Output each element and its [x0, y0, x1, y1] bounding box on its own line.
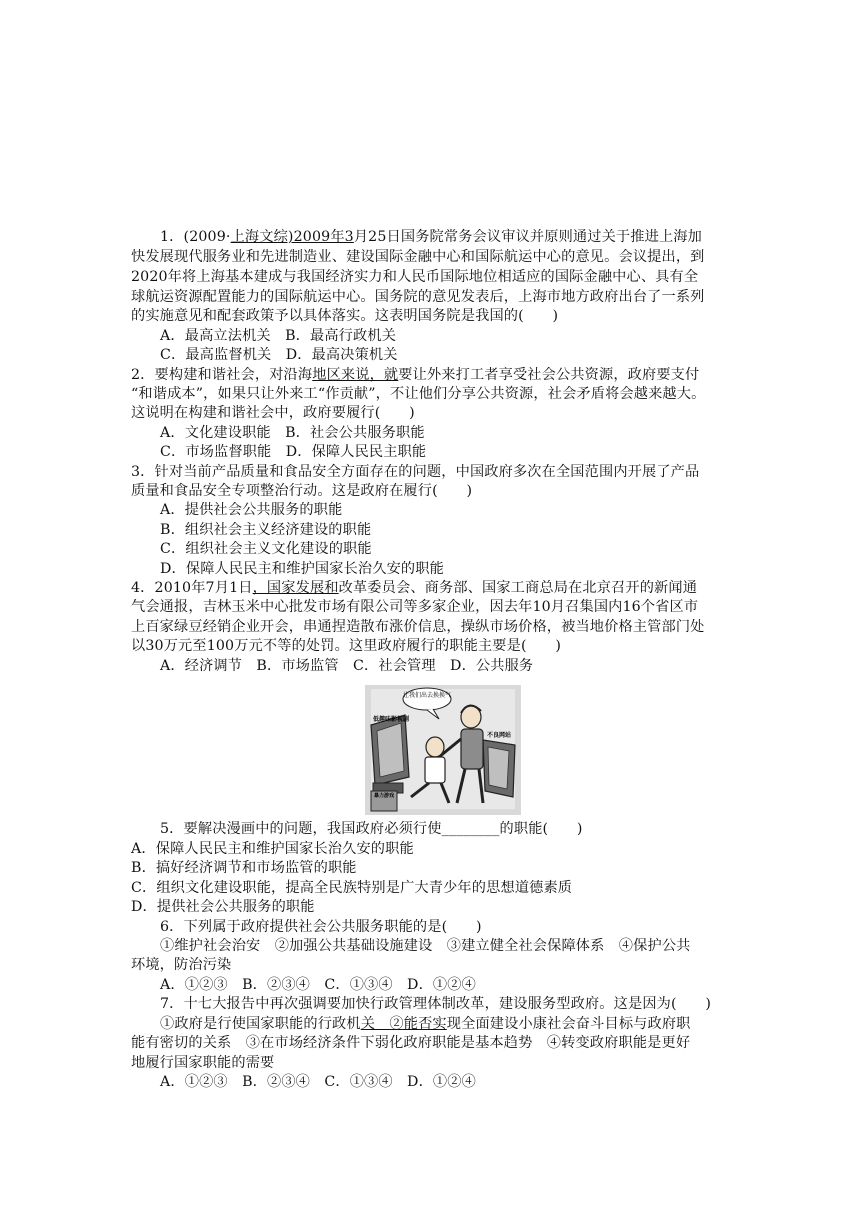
q1-line-2: 快发展现代服务业和先进制造业、建设国际金融中心和国际航运中心的意见。会议提出，到 — [131, 249, 705, 265]
q4-line-4: 以30万元至100万元不等的处罚。这里政府履行的职能主要是( ) — [131, 638, 562, 654]
q3-option-b: B．组织社会主义经济建设的职能 — [160, 522, 372, 538]
q2-options-2: C．市场监督职能 D．保障人民民主职能 — [160, 444, 427, 460]
q3-option-d: D．保障人民民主和维护国家长治久安的职能 — [160, 561, 444, 577]
q3-line-2: 质量和食品安全专项整治行动。这是政府在履行( ) — [131, 483, 473, 499]
q4-line-2: 气会通报，吉林玉米中心批发市场有限公司等多家企业，因去年10月召集国内16个省区市 — [131, 599, 699, 615]
q2-line-2: “和谐成本”，如果只让外来工“作贡献”，不让他们分享公共资源，社会矛盾将会越来越大。 — [131, 386, 706, 402]
q7-options: A．①②③ B．②③④ C．①③④ D．①②④ — [160, 1074, 476, 1090]
comic-label-right: 不良网站 — [486, 732, 512, 739]
q4-line-1: 4．2010年7月1日，国家发展和改革委员会、商务部、国家工商总局在北京召开的新闻通 — [131, 580, 698, 596]
q1-options-2: C．最高监督机关 D．最高决策机关 — [160, 347, 398, 363]
q1-line-3: 2020年将上海基本建成与我国经济实力和人民币国际地位相适应的国际金融中心、具有全 — [131, 269, 699, 285]
comic-label-left: 低趣味影视剧 — [372, 716, 410, 723]
q7-line-3: 能有密切的关系 ③在市场经济条件下弱化政府职能是基本趋势 ④转变政府职能是更好 — [131, 1035, 691, 1051]
comic-illustration — [365, 685, 521, 815]
comic-label-bottom: 暴力游戏 — [373, 793, 395, 799]
q5-option-b: B．搞好经济调节和市场监管的职能 — [131, 860, 357, 876]
q2-line-3: 这说明在构建和谐社会中，政府要履行( ) — [131, 405, 415, 421]
q6-line-1: 6．下列属于政府提供社会公共服务职能的是( ) — [160, 919, 482, 935]
q5-option-d: D．提供社会公共服务的职能 — [131, 899, 315, 915]
q1-options-1: A．最高立法机关 B．最高行政机关 — [160, 328, 397, 344]
q3-option-a: A．提供社会公共服务的职能 — [160, 502, 343, 518]
q3-option-c: C．组织社会主义文化建设的职能 — [160, 541, 372, 557]
q6-line-3: 环境，防治污染 — [131, 957, 232, 973]
q3-line-1: 3．针对当前产品质量和食品安全方面存在的问题，中国政府多次在全国范围内开展了产品 — [131, 464, 700, 480]
q5-option-c: C．组织文化建设职能，提高全民族特别是广大青少年的思想道德素质 — [131, 880, 573, 896]
comic-bubble-text: 让我们出去换换气 — [402, 692, 452, 699]
q1-line-5: 的实施意见和配套政策予以具体落实。这表明国务院是我国的( ) — [131, 308, 559, 324]
q5-option-a: A．保障人民民主和维护国家长治久安的职能 — [131, 841, 414, 857]
q4-options: A．经济调节 B．市场监管 C．社会管理 D．公共服务 — [160, 658, 534, 674]
q7-line-4: 地履行国家职能的需要 — [131, 1055, 275, 1071]
q6-options: A．①②③ B．②③④ C．①③④ D．①②④ — [160, 977, 476, 993]
q6-line-2: ①维护社会治安 ②加强公共基础设施建设 ③建立健全社会保障体系 ④保护公共 — [160, 938, 691, 954]
q5-line-1: 5．要解决漫画中的问题，我国政府必须行使________的职能( ) — [160, 821, 583, 837]
q1-line-1: 1．(2009·上海文综)2009年3月25日国务院常务会议审议并原则通过关于推进上海加 — [160, 229, 702, 245]
q2-line-1: 2．要构建和谐社会，对沿海地区来说，就要让外来打工者享受社会公共资源，政府要支付 — [131, 367, 700, 383]
q4-line-3: 上百家绿豆经销企业开会，串通捏造散布涨价信息，操纵市场价格，被当地价格主管部门处 — [131, 619, 705, 635]
q7-line-2: ①政府是行使国家职能的行政机关 ②能否实现全面建设小康社会奋斗目标与政府职 — [160, 1016, 691, 1032]
q2-options-1: A．文化建设职能 B．社会公共服务职能 — [160, 425, 425, 441]
q7-line-1: 7．十七大报告中再次强调要加快行政管理体制改革，建设服务型政府。这是因为( ) — [160, 996, 712, 1012]
q1-line-4: 球航运资源配置能力的国际航运中心。国务院的意见发表后，上海市地方政府出台了一系列 — [131, 289, 705, 305]
